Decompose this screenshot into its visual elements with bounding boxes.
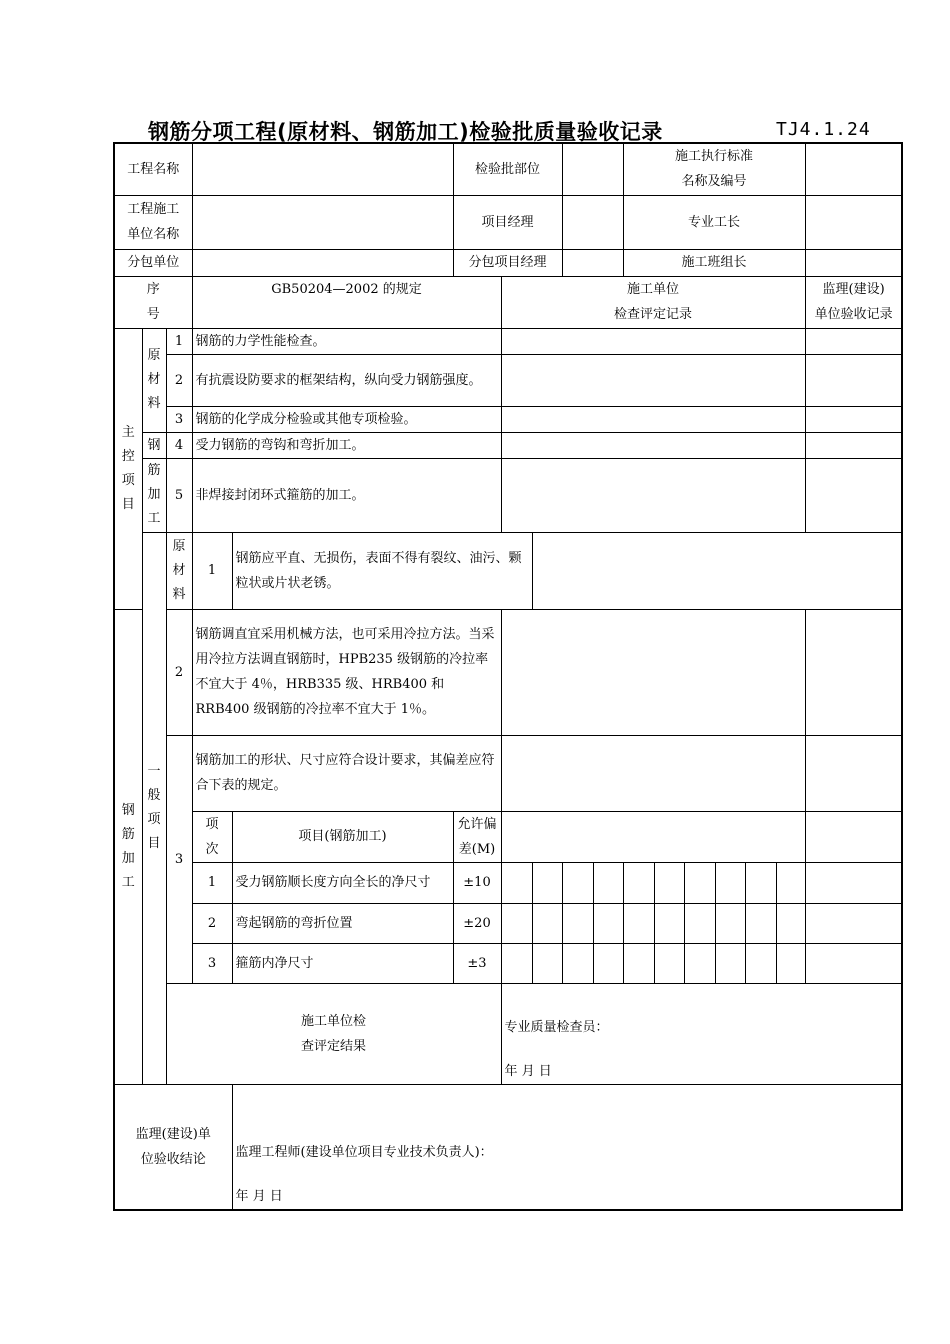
item-text: 钢筋的力学性能检查。 (192, 328, 501, 354)
contractor-unit-label: 工程施工 单位名称 (114, 195, 192, 249)
sub-row-tolerance: ±20 (453, 903, 501, 943)
batch-part-value[interactable] (562, 143, 623, 195)
measure-cell[interactable] (623, 943, 654, 983)
supervisor-record[interactable] (805, 432, 902, 458)
general-items-label: 一 般 项 目 (142, 532, 166, 1084)
item-text: 钢筋的化学成分检验或其他专项检验。 (192, 406, 501, 432)
sub-manager-label: 分包项目经理 (453, 249, 562, 276)
item-number: 3 (166, 735, 192, 983)
measure-cell[interactable] (562, 862, 593, 903)
measure-cell[interactable] (501, 903, 532, 943)
sub-order-header: 项 次 (192, 811, 232, 862)
document-code: TJ4.1.24 (776, 119, 871, 140)
measure-cell[interactable] (776, 943, 805, 983)
sub-tolerance-header: 允许偏 差(M) (453, 811, 501, 862)
measure-cell[interactable] (715, 862, 745, 903)
sub-row-number: 3 (192, 943, 232, 983)
project-name-label: 工程名称 (114, 143, 192, 195)
measure-cell[interactable] (745, 903, 776, 943)
measure-cell[interactable] (532, 862, 562, 903)
contractor-record[interactable] (501, 458, 805, 532)
item-text: 钢筋应平直、无损伤，表面不得有裂纹、油污、颗粒状或片状老锈。 (232, 532, 532, 609)
sub-row-tolerance: ±10 (453, 862, 501, 903)
contractor-record[interactable] (501, 735, 805, 811)
team-leader-value[interactable] (805, 249, 902, 276)
item-number: 3 (166, 406, 192, 432)
measure-cell[interactable] (776, 862, 805, 903)
general-raw-material-label: 原 材 料 (166, 532, 192, 609)
measure-cell[interactable] (593, 862, 623, 903)
team-leader-label: 施工班组长 (623, 249, 805, 276)
item-text: 钢筋加工的形状、尺寸应符合设计要求，其偏差应符合下表的规定。 (192, 735, 501, 811)
sequence-header: 序 号 (114, 276, 192, 328)
item-number: 1 (166, 328, 192, 354)
contractor-check-header: 施工单位 检查评定记录 (501, 276, 805, 328)
contractor-record[interactable] (501, 406, 805, 432)
contractor-record[interactable] (501, 354, 805, 406)
inspector-label: 专业质量检查员： (504, 1019, 609, 1035)
main-steel-label-rest: 筋 加 工 (142, 458, 166, 532)
measure-cell[interactable] (562, 903, 593, 943)
supervisor-check-header: 监理(建设) 单位验收记录 (805, 276, 902, 328)
contractor-record[interactable] (501, 811, 805, 862)
contractor-record[interactable] (501, 328, 805, 354)
measure-cell[interactable] (745, 943, 776, 983)
measure-cell[interactable] (745, 862, 776, 903)
measure-cell[interactable] (654, 862, 684, 903)
inspection-table (113, 142, 903, 1211)
measure-cell[interactable] (501, 862, 532, 903)
item-text: 非焊接封闭环式箍筋的加工。 (192, 458, 501, 532)
standard-value[interactable] (805, 143, 902, 195)
sub-row-number: 1 (192, 862, 232, 903)
measure-cell[interactable] (593, 943, 623, 983)
general-steel-label: 钢 筋 加 工 (114, 609, 142, 1084)
contractor-record[interactable] (501, 432, 805, 458)
sub-row-number: 2 (192, 903, 232, 943)
sub-row-item: 受力钢筋顺长度方向全长的净尺寸 (232, 862, 453, 903)
sub-row-item: 弯起钢筋的弯折位置 (232, 903, 453, 943)
main-steel-label-top: 钢 (142, 432, 166, 458)
contractor-result-area[interactable] (501, 983, 902, 1084)
foreman-value[interactable] (805, 195, 902, 249)
main-control-label: 主 控 项 目 (114, 328, 142, 609)
supervisor-record[interactable] (805, 903, 902, 943)
foreman-label: 专业工长 (623, 195, 805, 249)
sub-row-tolerance: ±3 (453, 943, 501, 983)
sub-unit-value[interactable] (192, 249, 453, 276)
contractor-unit-value[interactable] (192, 195, 453, 249)
item-number: 5 (166, 458, 192, 532)
engineer-date: 年 月 日 (235, 1189, 283, 1204)
contractor-record[interactable] (532, 532, 902, 609)
supervisor-record[interactable] (805, 354, 902, 406)
measure-cell[interactable] (684, 862, 715, 903)
project-manager-value[interactable] (562, 195, 623, 249)
measure-cell[interactable] (715, 903, 745, 943)
supervisor-record[interactable] (805, 943, 902, 983)
item-text: 钢筋调直宜采用机械方法，也可采用冷拉方法。当采用冷拉方法调直钢筋时，HPB235 级钢筋的冷拉率不宜大于 4％，HRB335 级、HRB400 和 RRB400 级钢筋的冷拉率不宜大于 1％。 (192, 609, 501, 735)
contractor-record[interactable] (501, 609, 805, 735)
project-manager-label: 项目经理 (453, 195, 562, 249)
main-raw-material-label: 原 材 料 (142, 328, 166, 432)
document-title: 钢筋分项工程(原材料、钢筋加工)检验批质量验收记录 (148, 120, 663, 144)
supervisor-record[interactable] (805, 458, 902, 532)
supervisor-result-area[interactable] (232, 1084, 902, 1210)
measure-cell[interactable] (623, 903, 654, 943)
batch-part-label: 检验批部位 (453, 143, 562, 195)
project-name-value[interactable] (192, 143, 453, 195)
spec-header: GB50204—2002 的规定 (192, 276, 501, 328)
sub-manager-value[interactable] (562, 249, 623, 276)
item-number: 1 (192, 532, 232, 609)
sub-row-item: 箍筋内净尺寸 (232, 943, 453, 983)
item-text: 受力钢筋的弯钩和弯折加工。 (192, 432, 501, 458)
engineer-label: 监理工程师(建设单位项目专业技术负责人)： (235, 1144, 493, 1160)
supervisor-record[interactable] (805, 328, 902, 354)
item-number: 2 (166, 609, 192, 735)
standard-label: 施工执行标准 名称及编号 (623, 143, 805, 195)
item-number: 4 (166, 432, 192, 458)
measure-cell[interactable] (715, 943, 745, 983)
measure-cell[interactable] (532, 903, 562, 943)
measure-cell[interactable] (776, 903, 805, 943)
measure-cell[interactable] (623, 862, 654, 903)
measure-cell[interactable] (532, 943, 562, 983)
supervisor-record[interactable] (805, 609, 902, 735)
measure-cell[interactable] (593, 903, 623, 943)
contractor-result-label: 施工单位检 查评定结果 (166, 983, 501, 1084)
measure-cell[interactable] (654, 943, 684, 983)
measure-cell[interactable] (654, 903, 684, 943)
supervisor-record[interactable] (805, 406, 902, 432)
sub-unit-label: 分包单位 (114, 249, 192, 276)
measure-cell[interactable] (684, 903, 715, 943)
inspector-date: 年 月 日 (504, 1063, 552, 1079)
measure-cell[interactable] (684, 943, 715, 983)
item-text: 有抗震设防要求的框架结构，纵向受力钢筋强度。 (192, 354, 501, 406)
supervisor-record[interactable] (805, 811, 902, 862)
sub-item-header: 项目(钢筋加工) (232, 811, 453, 862)
supervisor-result-label: 监理(建设)单 位验收结论 (114, 1084, 232, 1210)
item-number: 2 (166, 354, 192, 406)
measure-cell[interactable] (501, 943, 532, 983)
supervisor-record[interactable] (805, 735, 902, 811)
measure-cell[interactable] (562, 943, 593, 983)
supervisor-record[interactable] (805, 862, 902, 903)
